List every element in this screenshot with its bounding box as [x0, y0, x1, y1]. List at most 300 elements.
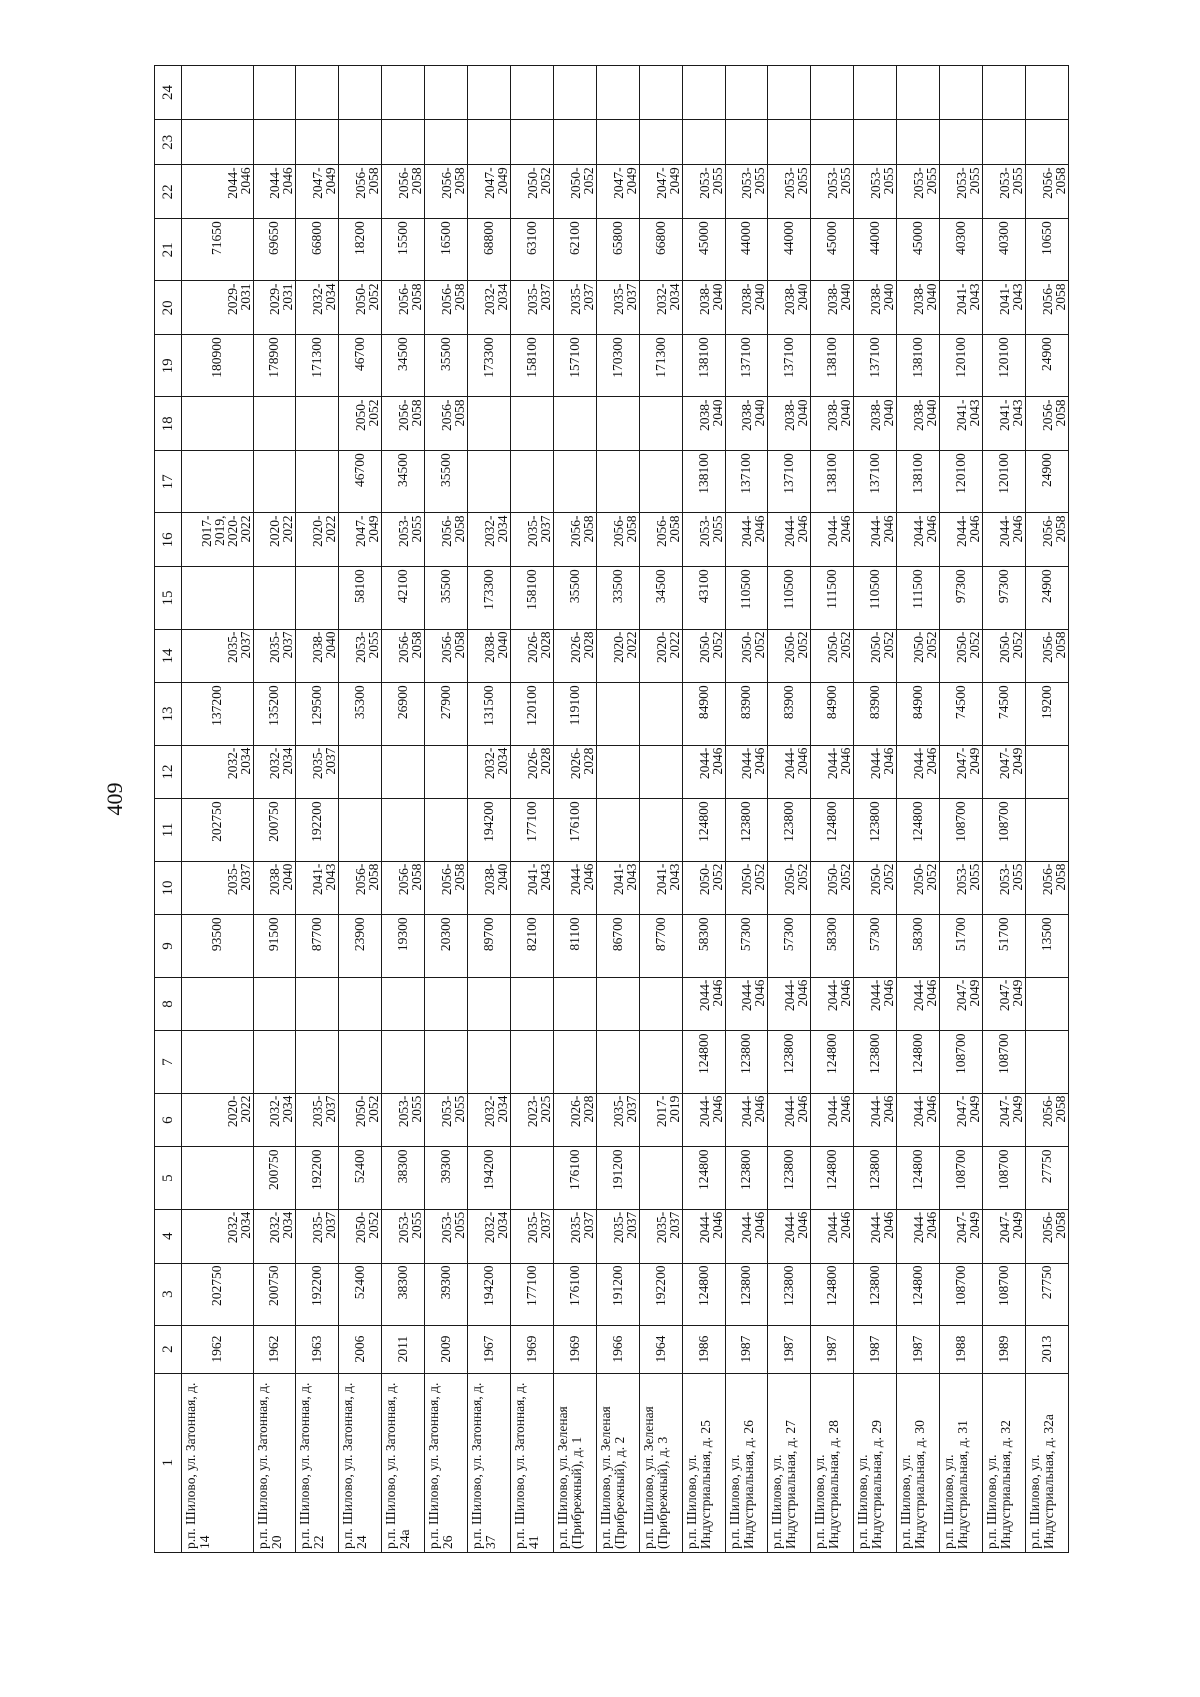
repair-period-cell: 2056- 2058: [382, 629, 425, 683]
repair-period-cell: 2050- 2052: [339, 397, 382, 451]
repair-period-cell: 2038- 2040: [768, 281, 811, 335]
cost-cell: 108700: [982, 1031, 1025, 1093]
cost-cell: 192200: [296, 1263, 339, 1325]
cost-cell: 137100: [768, 335, 811, 397]
cost-cell: [1025, 799, 1068, 861]
repair-period-cell: 2035- 2037: [596, 281, 639, 335]
repair-period-cell: 2056- 2058: [425, 513, 468, 567]
table-row: [382, 66, 425, 1553]
cost-cell: [296, 1031, 339, 1093]
repair-period-cell: 2053- 2055: [940, 165, 983, 219]
table-row: [510, 66, 553, 1553]
address-cell: р.п. Шилово, ул. Затонная, д. 41: [510, 1373, 553, 1552]
cost-cell: [253, 567, 296, 629]
repair-period-cell: 2032- 2034: [468, 1209, 511, 1263]
cost-cell: 89700: [468, 915, 511, 977]
cost-cell: 44000: [768, 219, 811, 281]
cost-cell: 51700: [982, 915, 1025, 977]
cost-cell: 170300: [596, 335, 639, 397]
cost-cell: 19300: [382, 915, 425, 977]
table-row: [982, 66, 1025, 1553]
repair-period-cell: 2053- 2055: [425, 1093, 468, 1147]
repair-period-cell: 2041- 2043: [940, 281, 983, 335]
repair-period-cell: 2053- 2055: [382, 513, 425, 567]
cost-cell: 16500: [425, 219, 468, 281]
repair-period-cell: 2050- 2052: [897, 861, 940, 915]
repair-period-cell: 2047- 2049: [596, 165, 639, 219]
table-row: [682, 66, 725, 1553]
repair-period-cell: 2056- 2058: [1025, 513, 1068, 567]
cost-cell: 34500: [382, 451, 425, 513]
repair-period-cell: 2038- 2040: [811, 397, 854, 451]
table-row: [854, 66, 897, 1553]
cost-cell: 120100: [940, 335, 983, 397]
cost-cell: 131500: [468, 683, 511, 745]
cost-cell: 20300: [425, 915, 468, 977]
cost-cell: [639, 451, 682, 513]
repair-period-cell: 2044- 2046: [940, 513, 983, 567]
repair-period-cell: 2044- 2046: [854, 513, 897, 567]
repair-period-cell: [468, 397, 511, 451]
repair-period-cell: 2044- 2046: [811, 1209, 854, 1263]
cost-cell: [639, 1031, 682, 1093]
repair-period-cell: 2050- 2052: [510, 165, 553, 219]
address-cell: р.п. Шилово, ул. Затонная, д. 37: [468, 1373, 511, 1552]
cost-cell: 34500: [382, 335, 425, 397]
table-row: [339, 66, 382, 1553]
repair-period-cell: [425, 66, 468, 120]
table-row: [296, 66, 339, 1553]
cost-cell: 111500: [897, 567, 940, 629]
repair-period-cell: 2026- 2028: [510, 629, 553, 683]
column-header-4: 4: [155, 1209, 182, 1263]
repair-period-cell: 2026- 2028: [553, 745, 596, 799]
year-built-cell: 1989: [982, 1325, 1025, 1373]
cost-cell: 180900: [182, 335, 254, 397]
cost-cell: 86700: [596, 915, 639, 977]
repair-period-cell: 2056- 2058: [1025, 397, 1068, 451]
repair-period-cell: 2053- 2055: [425, 1209, 468, 1263]
repair-period-cell: 2035- 2037: [182, 629, 254, 683]
year-built-cell: 2009: [425, 1325, 468, 1373]
repair-period-cell: 2050- 2052: [553, 165, 596, 219]
repair-period-cell: 2047- 2049: [982, 1209, 1025, 1263]
cost-cell: 178900: [253, 335, 296, 397]
repair-period-cell: 2044- 2046: [768, 745, 811, 799]
cost-cell: 124800: [811, 1263, 854, 1325]
cost-cell: 62100: [553, 219, 596, 281]
year-built-cell: 1966: [596, 1325, 639, 1373]
repair-period-cell: 2050- 2052: [682, 629, 725, 683]
repair-period-cell: 2050- 2052: [982, 629, 1025, 683]
column-header-2: 2: [155, 1325, 182, 1373]
repair-period-cell: 2035- 2037: [296, 1093, 339, 1147]
cost-cell: [897, 119, 940, 164]
column-header-6: 6: [155, 1093, 182, 1147]
cost-cell: 129500: [296, 683, 339, 745]
repair-period-cell: [639, 397, 682, 451]
repair-period-cell: 2035- 2037: [296, 745, 339, 799]
year-built-cell: 1986: [682, 1325, 725, 1373]
repair-period-cell: 2047- 2049: [296, 165, 339, 219]
cost-cell: [296, 567, 339, 629]
table-row: [725, 66, 768, 1553]
repair-period-cell: 2038- 2040: [253, 861, 296, 915]
cost-cell: 177100: [510, 799, 553, 861]
cost-cell: 120100: [982, 451, 1025, 513]
cost-cell: 18200: [339, 219, 382, 281]
repair-period-cell: 2056- 2058: [1025, 1209, 1068, 1263]
repair-period-cell: 2026- 2028: [553, 1093, 596, 1147]
repair-period-cell: [510, 977, 553, 1031]
address-cell: р.п. Шилово, ул. Индустриальная, д. 26: [725, 1373, 768, 1552]
cost-cell: 46700: [339, 335, 382, 397]
cost-cell: 63100: [510, 219, 553, 281]
repair-period-cell: [296, 66, 339, 120]
cost-cell: 137100: [725, 451, 768, 513]
repair-period-cell: 2044- 2046: [854, 977, 897, 1031]
repair-period-cell: 2038- 2040: [296, 629, 339, 683]
cost-cell: [510, 1031, 553, 1093]
repair-period-cell: 2050- 2052: [768, 861, 811, 915]
address-cell: р.п. Шилово, ул. Затонная, д. 26: [425, 1373, 468, 1552]
repair-period-cell: [510, 397, 553, 451]
repair-period-cell: 2044- 2046: [854, 745, 897, 799]
cost-cell: 68800: [468, 219, 511, 281]
repair-period-cell: [811, 66, 854, 120]
cost-cell: 123800: [725, 1263, 768, 1325]
cost-cell: 124800: [811, 799, 854, 861]
repair-period-cell: 2032- 2034: [639, 281, 682, 335]
repair-period-cell: 2038- 2040: [468, 629, 511, 683]
repair-period-cell: 2053- 2055: [982, 165, 1025, 219]
repair-period-cell: 2056- 2058: [382, 165, 425, 219]
year-built-cell: 1962: [182, 1325, 254, 1373]
repair-period-cell: [940, 66, 983, 120]
cost-cell: 108700: [982, 799, 1025, 861]
cost-cell: [639, 1147, 682, 1209]
cost-cell: 123800: [854, 1147, 897, 1209]
repair-period-cell: 2044- 2046: [725, 513, 768, 567]
repair-period-cell: [1025, 745, 1068, 799]
cost-cell: 33500: [596, 567, 639, 629]
cost-cell: [339, 119, 382, 164]
cost-cell: 192200: [296, 1147, 339, 1209]
cost-cell: [725, 119, 768, 164]
table-row: [596, 66, 639, 1553]
repair-period-cell: [339, 66, 382, 120]
cost-cell: [182, 567, 254, 629]
column-header-23: 23: [155, 119, 182, 164]
repair-period-cell: 2038- 2040: [725, 281, 768, 335]
cost-cell: 108700: [982, 1147, 1025, 1209]
cost-cell: [468, 119, 511, 164]
repair-period-cell: [639, 66, 682, 120]
repair-period-cell: 2029- 2031: [253, 281, 296, 335]
repair-period-cell: 2056- 2058: [1025, 281, 1068, 335]
repair-period-cell: 2044- 2046: [768, 513, 811, 567]
cost-cell: 171300: [639, 335, 682, 397]
repair-period-cell: 2041- 2043: [596, 861, 639, 915]
repair-period-cell: [1025, 66, 1068, 120]
repair-period-cell: 2053- 2055: [725, 165, 768, 219]
repair-period-cell: 2035- 2037: [182, 861, 254, 915]
year-built-cell: 1967: [468, 1325, 511, 1373]
repair-period-cell: 2056- 2058: [425, 397, 468, 451]
table-row: [253, 66, 296, 1553]
address-cell: р.п. Шилово, ул. Зеленая (Прибрежный), д. 2: [596, 1373, 639, 1552]
cost-cell: 45000: [682, 219, 725, 281]
cost-cell: [182, 1147, 254, 1209]
repair-period-cell: 2044- 2046: [982, 513, 1025, 567]
repair-period-cell: 2047- 2049: [982, 1093, 1025, 1147]
column-header-24: 24: [155, 66, 182, 120]
cost-cell: 35500: [425, 335, 468, 397]
repair-period-cell: [382, 977, 425, 1031]
column-header-16: 16: [155, 513, 182, 567]
repair-period-cell: 2020- 2022: [296, 513, 339, 567]
cost-cell: [596, 451, 639, 513]
cost-cell: 124800: [897, 799, 940, 861]
repair-period-cell: 2044- 2046: [682, 1093, 725, 1147]
cost-cell: 83900: [725, 683, 768, 745]
repair-period-cell: 2038- 2040: [768, 397, 811, 451]
table-row: [940, 66, 983, 1553]
cost-cell: [425, 1031, 468, 1093]
repair-period-cell: [382, 745, 425, 799]
repair-period-cell: 2020- 2022: [639, 629, 682, 683]
cost-cell: 26900: [382, 683, 425, 745]
repair-period-cell: 2056- 2058: [639, 513, 682, 567]
address-cell: р.п. Шилово, ул. Затонная, д. 22: [296, 1373, 339, 1552]
cost-cell: 87700: [639, 915, 682, 977]
repair-period-cell: 2044- 2046: [682, 977, 725, 1031]
cost-cell: 137100: [725, 335, 768, 397]
repair-period-cell: 2047- 2049: [982, 745, 1025, 799]
cost-cell: 93500: [182, 915, 254, 977]
repair-period-cell: 2047- 2049: [940, 1093, 983, 1147]
cost-cell: 124800: [682, 799, 725, 861]
repair-period-cell: 2032- 2034: [253, 1209, 296, 1263]
repair-period-cell: 2053- 2055: [339, 629, 382, 683]
cost-cell: [510, 1147, 553, 1209]
repair-period-cell: 2050- 2052: [725, 629, 768, 683]
address-cell: р.п. Шилово, ул. Индустриальная, д. 32: [982, 1373, 1025, 1552]
cost-cell: 123800: [768, 1263, 811, 1325]
cost-cell: [596, 799, 639, 861]
cost-cell: 124800: [811, 1147, 854, 1209]
cost-cell: 84900: [682, 683, 725, 745]
repair-period-cell: 2044- 2046: [811, 745, 854, 799]
repair-period-cell: 2047- 2049: [639, 165, 682, 219]
column-header-21: 21: [155, 219, 182, 281]
cost-cell: 58100: [339, 567, 382, 629]
repair-period-cell: [725, 66, 768, 120]
repair-period-cell: 2035- 2037: [253, 629, 296, 683]
repair-period-cell: 2032- 2034: [253, 1093, 296, 1147]
cost-cell: 176100: [553, 1147, 596, 1209]
cost-cell: [382, 1031, 425, 1093]
repair-period-cell: 2044- 2046: [811, 977, 854, 1031]
cost-cell: 138100: [682, 451, 725, 513]
repair-period-cell: [768, 66, 811, 120]
cost-cell: 108700: [982, 1263, 1025, 1325]
cost-cell: 38300: [382, 1147, 425, 1209]
repair-period-cell: [1025, 977, 1068, 1031]
repair-period-cell: [596, 397, 639, 451]
address-cell: р.п. Шилово, ул. Индустриальная, д. 32а: [1025, 1373, 1068, 1552]
cost-cell: 23900: [339, 915, 382, 977]
repair-period-cell: 2032- 2034: [182, 745, 254, 799]
repair-period-cell: 2038- 2040: [811, 281, 854, 335]
cost-cell: [639, 799, 682, 861]
repair-period-cell: 2056- 2058: [1025, 629, 1068, 683]
cost-cell: 158100: [510, 567, 553, 629]
year-built-cell: 1969: [510, 1325, 553, 1373]
cost-cell: 108700: [940, 799, 983, 861]
cost-cell: 194200: [468, 799, 511, 861]
cost-cell: 82100: [510, 915, 553, 977]
cost-cell: [510, 451, 553, 513]
cost-cell: 137100: [854, 335, 897, 397]
cost-cell: 84900: [897, 683, 940, 745]
repair-period-cell: 2038- 2040: [897, 397, 940, 451]
cost-cell: [596, 1031, 639, 1093]
cost-cell: 137200: [182, 683, 254, 745]
cost-cell: 34500: [639, 567, 682, 629]
repair-period-cell: [182, 397, 254, 451]
repair-period-cell: 2035- 2037: [510, 1209, 553, 1263]
cost-cell: 58300: [682, 915, 725, 977]
cost-cell: 69650: [253, 219, 296, 281]
repair-period-cell: 2053- 2055: [768, 165, 811, 219]
cost-cell: 120100: [982, 335, 1025, 397]
repair-period-cell: 2050- 2052: [339, 281, 382, 335]
repair-period-cell: 2044- 2046: [811, 1093, 854, 1147]
column-header-20: 20: [155, 281, 182, 335]
page-number: 409: [102, 782, 127, 816]
repair-period-cell: 2044- 2046: [253, 165, 296, 219]
cost-cell: [182, 451, 254, 513]
cost-cell: [1025, 119, 1068, 164]
cost-cell: [553, 119, 596, 164]
column-header-1: 1: [155, 1373, 182, 1552]
address-cell: р.п. Шилово, ул. Затонная, д. 20: [253, 1373, 296, 1552]
repair-period-cell: 2032- 2034: [182, 1209, 254, 1263]
repair-period-cell: 2050- 2052: [854, 629, 897, 683]
cost-cell: 27900: [425, 683, 468, 745]
repair-period-cell: 2056- 2058: [1025, 165, 1068, 219]
address-cell: р.п. Шилово, ул. Индустриальная, д. 25: [682, 1373, 725, 1552]
repair-period-cell: 2047- 2049: [940, 1209, 983, 1263]
cost-cell: 123800: [768, 1147, 811, 1209]
repair-period-cell: 2044- 2046: [682, 1209, 725, 1263]
repair-period-cell: 2044- 2046: [897, 745, 940, 799]
cost-cell: 97300: [940, 567, 983, 629]
address-cell: р.п. Шилово, ул. Индустриальная, д. 27: [768, 1373, 811, 1552]
column-header-17: 17: [155, 451, 182, 513]
cost-cell: [253, 1031, 296, 1093]
cost-cell: [768, 119, 811, 164]
cost-cell: 124800: [682, 1263, 725, 1325]
cost-cell: 110500: [725, 567, 768, 629]
repair-period-cell: 2056- 2058: [425, 861, 468, 915]
cost-cell: 71650: [182, 219, 254, 281]
cost-cell: 39300: [425, 1263, 468, 1325]
repair-period-cell: 2026- 2028: [510, 745, 553, 799]
cost-cell: [382, 119, 425, 164]
repair-period-cell: [182, 977, 254, 1031]
repair-period-cell: 2017- 2019, 2020- 2022: [182, 513, 254, 567]
cost-cell: 200750: [253, 799, 296, 861]
repair-period-cell: 2029- 2031: [182, 281, 254, 335]
repair-period-cell: 2041- 2043: [639, 861, 682, 915]
cost-cell: [339, 1031, 382, 1093]
column-header-11: 11: [155, 799, 182, 861]
repair-period-cell: 2056- 2058: [425, 629, 468, 683]
table-body: [182, 66, 1069, 1553]
cost-cell: 24900: [1025, 335, 1068, 397]
cost-cell: 137100: [768, 451, 811, 513]
repair-period-cell: 2047- 2049: [940, 977, 983, 1031]
repair-period-cell: [182, 66, 254, 120]
cost-cell: 120100: [940, 451, 983, 513]
cost-cell: 138100: [897, 451, 940, 513]
cost-cell: 35500: [553, 567, 596, 629]
cost-cell: 200750: [253, 1147, 296, 1209]
repair-period-cell: [553, 66, 596, 120]
cost-cell: 27750: [1025, 1147, 1068, 1209]
cost-cell: 19200: [1025, 683, 1068, 745]
repair-period-cell: [468, 977, 511, 1031]
repair-period-cell: [253, 66, 296, 120]
year-built-cell: 2013: [1025, 1325, 1068, 1373]
cost-cell: 123800: [725, 799, 768, 861]
cost-cell: 24900: [1025, 451, 1068, 513]
cost-cell: 65800: [596, 219, 639, 281]
repair-period-cell: [639, 745, 682, 799]
cost-cell: 123800: [768, 799, 811, 861]
address-cell: р.п. Шилово, ул. Индустриальная, д. 31: [940, 1373, 983, 1552]
repair-period-cell: 2050- 2052: [940, 629, 983, 683]
cost-cell: 57300: [768, 915, 811, 977]
cost-cell: 52400: [339, 1263, 382, 1325]
repair-period-cell: 2035- 2037: [596, 1093, 639, 1147]
repair-period-cell: 2020- 2022: [182, 1093, 254, 1147]
cost-cell: 123800: [725, 1031, 768, 1093]
cost-cell: 35500: [425, 451, 468, 513]
year-built-cell: 1987: [768, 1325, 811, 1373]
address-cell: р.п. Шилово, ул. Индустриальная, д. 28: [811, 1373, 854, 1552]
cost-cell: 45000: [897, 219, 940, 281]
repair-period-cell: 2044- 2046: [768, 1209, 811, 1263]
cost-cell: [639, 683, 682, 745]
repair-period-cell: 2053- 2055: [682, 513, 725, 567]
cost-cell: [1025, 1031, 1068, 1093]
cost-cell: 192200: [296, 799, 339, 861]
repair-period-cell: 2038- 2040: [725, 397, 768, 451]
cost-cell: 173300: [468, 567, 511, 629]
cost-cell: 111500: [811, 567, 854, 629]
repair-period-cell: [510, 66, 553, 120]
repair-period-cell: 2053- 2055: [982, 861, 1025, 915]
rotated-table-wrapper: [154, 65, 1069, 1553]
repair-period-cell: 2044- 2046: [768, 977, 811, 1031]
repair-period-cell: 2044- 2046: [854, 1093, 897, 1147]
year-built-cell: 2006: [339, 1325, 382, 1373]
repair-period-cell: 2035- 2037: [639, 1209, 682, 1263]
cost-cell: [296, 451, 339, 513]
